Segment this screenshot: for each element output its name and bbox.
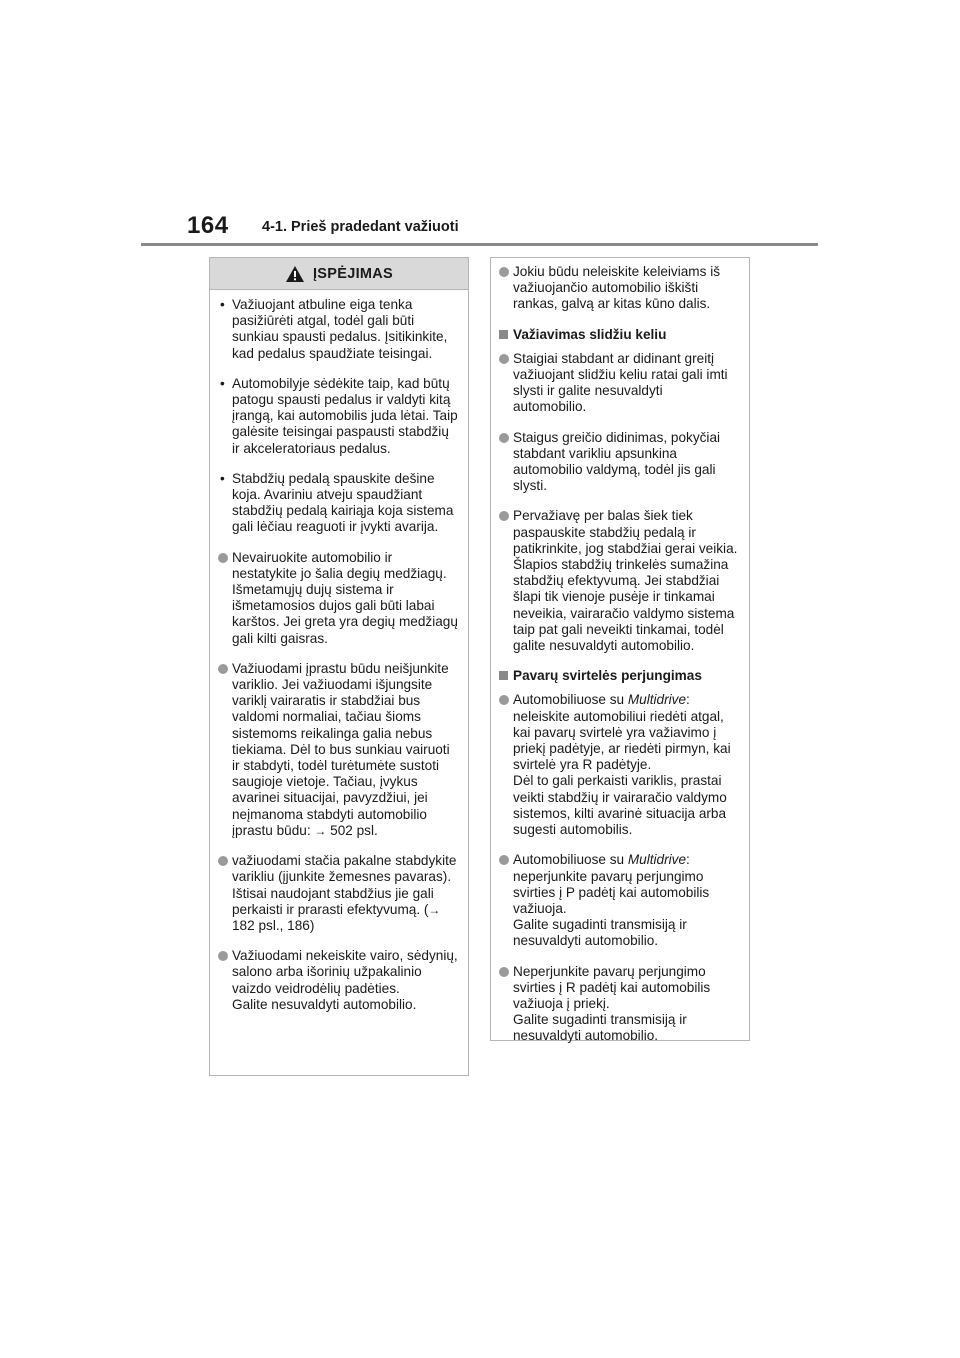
warning-item: Važiuodami įprastu būdu neišjunkite variklio. Jei važiuodami išjungsite variklį vairaratis ir stabdžiai bus valdomi normaliai, tačiau šioms sistemoms reikalinga galia nebus tiekiama. Dėl to bus sunkiau vairuoti ir stabdyti, todėl turėtumėte sustoti saugioje vietoje. Tačiau, įvykus avarinei situacijai, pavyzdžiui, jei neįmanoma stabdyti automobilio įprastu būdu: → 502 psl. <box>218 661 458 839</box>
warning-bullet: • Stabdžių pedalą spauskite dešine koja. Avariniu atveju spaudžiant stabdžių pedalą kairiąja koja sistema gali lėčiau reaguoti ir įvykti avarija. <box>220 470 454 535</box>
page-number: 164 <box>187 212 229 239</box>
arrow-icon: → <box>314 823 327 838</box>
warning-item: Pervažiavę per balas šiek tiek paspauskite stabdžių pedalą ir patikrinkite, jog stabdžiai gerai veikia. Šlapios stabdžių trinkelės sumažina stabdžių efektyvumą. Jei stabdžiai šlapi tik vienoje pusėje ir tinkamai neveikia, vairaračio valdymo sistema taip pat gali neveikti tinkamai, todėl galite nesuvaldyti automobilio. <box>499 508 739 654</box>
bullet-circle-icon <box>499 433 509 443</box>
warning-item: važiuodami stačia pakalne stabdykite varikliu (įjunkite žemesnes pavaras). Ištisai naudojant stabdžius jie gali perkaisti ir prarasti efektyvumą. (→ 182 psl., 186) <box>218 853 458 934</box>
warning-item: Staigiai stabdant ar didinant greitį važiuojant slidžiu keliu ratai gali imti slysti ir galite nesuvaldyti automobilio. <box>499 351 739 416</box>
subsection-heading: Pavarų svirtelės perjungimas <box>499 668 739 684</box>
page-reference: 502 psl. <box>330 822 378 838</box>
bullet-circle-icon <box>499 354 509 364</box>
warning-bullet: • Važiuojant atbuline eiga tenka pasižiūrėti atgal, todėl gali būti sunkiau spausti pedalus. Įsitikinkite, kad pedalus spaudžiate teisingai. <box>220 297 448 361</box>
warning-item: Nevairuokite automobilio ir nestatykite jo šalia degių medžiagų. Išmetamųjų dujų sistema ir išmetamosios dujos gali būti labai karštos. Jei greta yra degių medžiagų gali kilti gaisras. <box>218 550 458 647</box>
warning-box-continued <box>490 257 750 1044</box>
bullet-circle-icon <box>499 511 509 521</box>
warning-header <box>210 258 468 290</box>
bullet-circle-icon <box>218 856 228 866</box>
warning-triangle-icon <box>285 265 305 283</box>
warning-content-continued <box>491 258 749 1045</box>
bullet-circle-icon <box>499 267 509 277</box>
warning-item: Neperjunkite pavarų perjungimo svirties į R padėtį kai automobilis važiuoja į priekį. Galite sugadinti transmisiją ir nesuvaldyti automobilio. <box>499 964 739 1045</box>
arrow-icon: → <box>428 902 441 917</box>
subsection-heading: Važiavimas slidžiu keliu <box>499 327 739 343</box>
bullet-circle-icon <box>218 951 228 961</box>
warning-content <box>210 290 468 1013</box>
section-title: 4-1. Prieš pradedant važiuoti <box>262 219 459 235</box>
warning-item: Automobiliuose su Multidrive: neleiskite automobiliui riedėti atgal, kai pavarų svirtelė yra važiavimo į priekį padėtyje, ar riedėti pirmyn, kai svirtelė yra R padėtyje. Dėl to gali perkaisti variklis, prastai veikti stabdžių ir vairaračio valdymo sistemos, kilti avarinė situacija arba sugesti automobilis. <box>499 692 739 838</box>
bullet-circle-icon <box>499 695 509 705</box>
warning-title: ĮSPĖJIMAS <box>312 265 394 282</box>
warning-item: Jokiu būdu neleiskite keleiviams iš važiuojančio automobilio iškišti rankas, galvą ar kitas kūno dalis. <box>499 264 739 313</box>
bullet-circle-icon <box>218 664 228 674</box>
bullet-circle-icon <box>218 553 228 563</box>
bullet-square-icon <box>499 671 508 680</box>
page-reference: 182 psl., 186) <box>232 917 315 933</box>
bullet-square-icon <box>499 330 508 339</box>
header-divider <box>141 243 818 246</box>
warning-bullet: • Automobilyje sėdėkite taip, kad būtų patogu spausti pedalus ir valdyti kitą įrangą, kai automobilis juda lėtai. Taip galėsite teisingai paspausti stabdžių ir akceleratoriaus pedalus. <box>220 375 458 456</box>
warning-box <box>209 257 469 1076</box>
warning-item: Staigus greičio didinimas, pokyčiai stabdant varikliu apsunkina automobilio valdymą, todėl jis gali slysti. <box>499 430 739 495</box>
warning-item: Važiuodami nekeiskite vairo, sėdynių, salono arba išorinių užpakalinio vaizdo veidrodėlių padėties. Galite nesuvaldyti automobilio. <box>218 948 458 1013</box>
bullet-circle-icon <box>499 855 509 865</box>
warning-item: Automobiliuose su Multidrive: neperjunkite pavarų perjungimo svirties į P padėtį kai automobilis važiuoja. Galite sugadinti transmisiją ir nesuvaldyti automobilio. <box>499 852 739 949</box>
bullet-circle-icon <box>499 967 509 977</box>
